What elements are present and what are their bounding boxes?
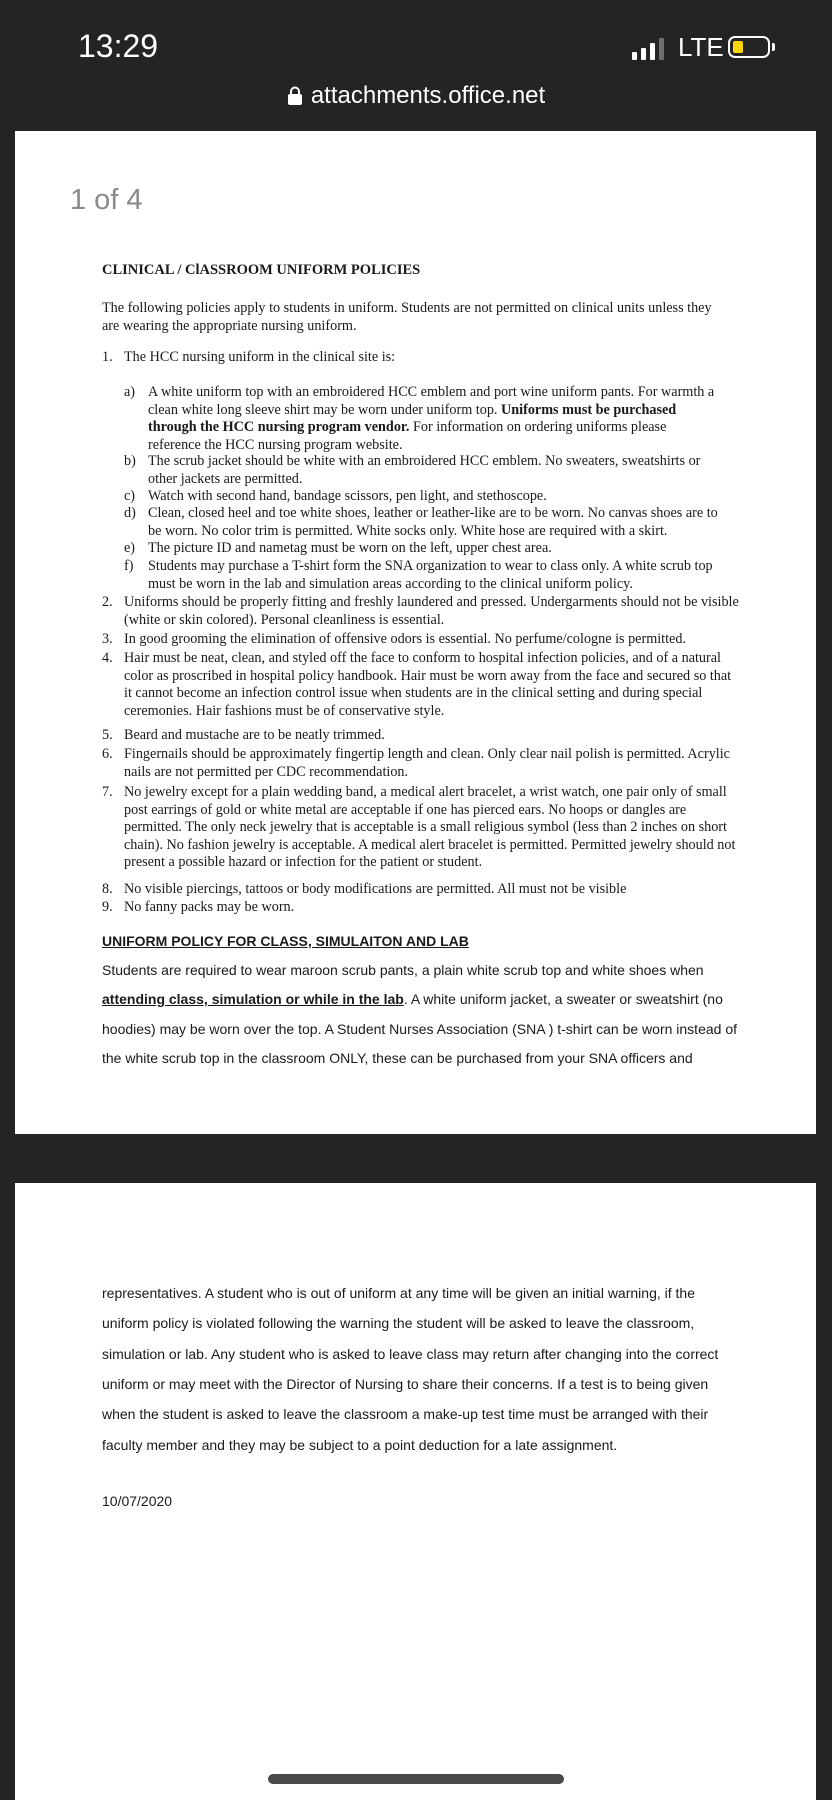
intro-paragraph: The following policies apply to students in uniform. Students are not permitted on clinical units unless they are wearing the appropriate nursing uniform.: [102, 300, 712, 334]
section-text-line: hoodies) may be worn over the top. A Student Nurses Association (SNA ) t-shirt can be worn instead of: [102, 1021, 737, 1037]
page2-text-line: representatives. A student who is out of uniform at any time will be given an initial warning, if the: [102, 1285, 695, 1301]
underlined-text: attending class, simulation or while in the lab: [102, 991, 404, 1007]
list-text: Fingernails should be approximately fingertip length and clean. Only clear nail polish is permitted. Acrylic nails are not permitted per CDC recommendation.: [124, 746, 730, 780]
list-text: Beard and mustache are to be neatly trimmed.: [124, 727, 385, 743]
list-number: 4.: [102, 650, 113, 666]
list-text: Uniforms should be properly fitting and freshly laundered and pressed. Undergarments should not be visible (white or skin colored). Personal cleanliness is essential.: [124, 594, 739, 628]
sub-list-label: d): [124, 505, 136, 521]
sub-list-bold-text: Uniforms must be purchased through the HCC nursing program vendor.: [148, 401, 677, 435]
sub-list-text-part: For information on ordering uniforms please reference the HCC nursing program website.: [148, 419, 667, 453]
list-text: No visible piercings, tattoos or body modifications are permitted. All must not be visible: [124, 881, 627, 897]
sub-list-text: Students may purchase a T-shirt form the SNA organization to wear to class only. A white scrub top must be worn in the lab and simulation areas according to the clinical uniform policy.: [148, 558, 713, 592]
list-number: 9.: [102, 899, 113, 915]
page2-text-line: uniform or may meet with the Director of Nursing to share their concerns. If a test is to being given: [102, 1376, 709, 1392]
signal-bar: [659, 38, 664, 60]
battery-icon: [728, 36, 770, 58]
section-text-line: Students are required to wear maroon scrub pants, a plain white scrub top and white shoes when: [102, 962, 704, 978]
list-number: 6.: [102, 746, 113, 762]
carrier-label: LTE: [678, 32, 724, 62]
sub-list-label: c): [124, 488, 136, 504]
page2-text-line: faculty member and they may be subject to a point deduction for a late assignment.: [102, 1437, 618, 1453]
battery-level: [733, 41, 743, 53]
sub-list-label: f): [124, 558, 134, 574]
document-date: 10/07/2020: [102, 1493, 173, 1509]
list-number: 1.: [102, 349, 113, 365]
section-text-part: . A white uniform jacket, a sweater or sweatshirt (no: [403, 991, 723, 1007]
sub-list-label: e): [124, 540, 136, 556]
list-number: 5.: [102, 727, 113, 743]
signal-strength-icon: [632, 36, 668, 60]
page2-text-line: when the student is asked to leave the classroom a make-up test time must be arranged with their: [102, 1406, 709, 1422]
sub-list-label: b): [124, 453, 136, 469]
signal-bar: [641, 48, 646, 60]
page2-text-line: uniform policy is violated following the warning the student will be asked to leave the classroom,: [102, 1315, 695, 1331]
page2-text-line: simulation or lab. Any student who is asked to leave class may return after changing into the correct: [102, 1346, 719, 1362]
section-heading: UNIFORM POLICY FOR CLASS, SIMULAITON AND LAB: [102, 933, 469, 949]
sub-list-text: Clean, closed heel and toe white shoes, leather or leather-like are to be worn. No canvas shoes are to be worn. No color trim is permitted. White socks only. White hose are required with a skirt.: [148, 505, 718, 539]
url-bar[interactable]: [0, 82, 832, 110]
list-text: The HCC nursing uniform in the clinical site is:: [124, 349, 396, 365]
list-text: No fanny packs may be worn.: [124, 899, 295, 915]
url-text: attachments.office.net: [310, 82, 546, 109]
status-bar: [0, 0, 832, 130]
battery-tip: [772, 43, 775, 51]
list-number: 7.: [102, 784, 113, 800]
sub-list-text: [148, 384, 720, 454]
list-text: No jewelry except for a plain wedding band, a medical alert bracelet, a wrist watch, one pair only of small post earrings of gold or white metal are acceptable if one has pierced ears. No hoops or dangles are permitted. The only neck jewelry that is acceptable is a small religious symbol (less than 2 inches on short chain). No fashion jewelry is acceptable. A medical alert bracelet is permitted. Permitted jewelry should not present a possible hazard or infection for the patient or student.: [124, 784, 736, 870]
sub-list-text: Watch with second hand, bandage scissors, pen light, and stethoscope.: [148, 488, 547, 504]
sub-list-text: The picture ID and nametag must be worn on the left, upper chest area.: [148, 540, 552, 556]
signal-bar: [650, 43, 655, 60]
list-text: In good grooming the elimination of offensive odors is essential. No perfume/cologne is permitted.: [124, 631, 686, 647]
status-time: 13:29: [78, 28, 159, 64]
sub-list-label: a): [124, 384, 136, 400]
signal-bar: [632, 52, 637, 60]
section-text-line: [102, 991, 723, 1007]
lock-icon: [287, 86, 303, 106]
page-indicator: 1 of 4: [70, 184, 143, 216]
sub-list-text-part: A white uniform top with an embroidered HCC emblem and port wine uniform pants. For warmth a clean white long sleeve shirt may be worn under uniform top.: [148, 384, 715, 418]
list-number: 2.: [102, 594, 113, 610]
document-page-2[interactable]: [15, 1183, 816, 1800]
section-text-line: the white scrub top in the classroom ONLY, these can be purchased from your SNA officers and: [102, 1050, 693, 1066]
sub-list-text: The scrub jacket should be white with an embroidered HCC emblem. No sweaters, sweatshirts or other jackets are permitted.: [148, 453, 701, 487]
list-number: 3.: [102, 631, 113, 647]
document-title: CLINICAL / ClASSROOM UNIFORM POLICIES: [102, 262, 421, 278]
home-indicator[interactable]: [268, 1774, 564, 1784]
list-number: 8.: [102, 881, 113, 897]
list-text: Hair must be neat, clean, and styled off the face to conform to hospital infection policies, and of a natural color as proscribed in hospital policy handbook. Hair must be worn away from the face and secured so that it cannot become an infection control issue when students are in the clinical setting and during special ceremonies. Hair fashions must be of conservative style.: [124, 650, 732, 719]
